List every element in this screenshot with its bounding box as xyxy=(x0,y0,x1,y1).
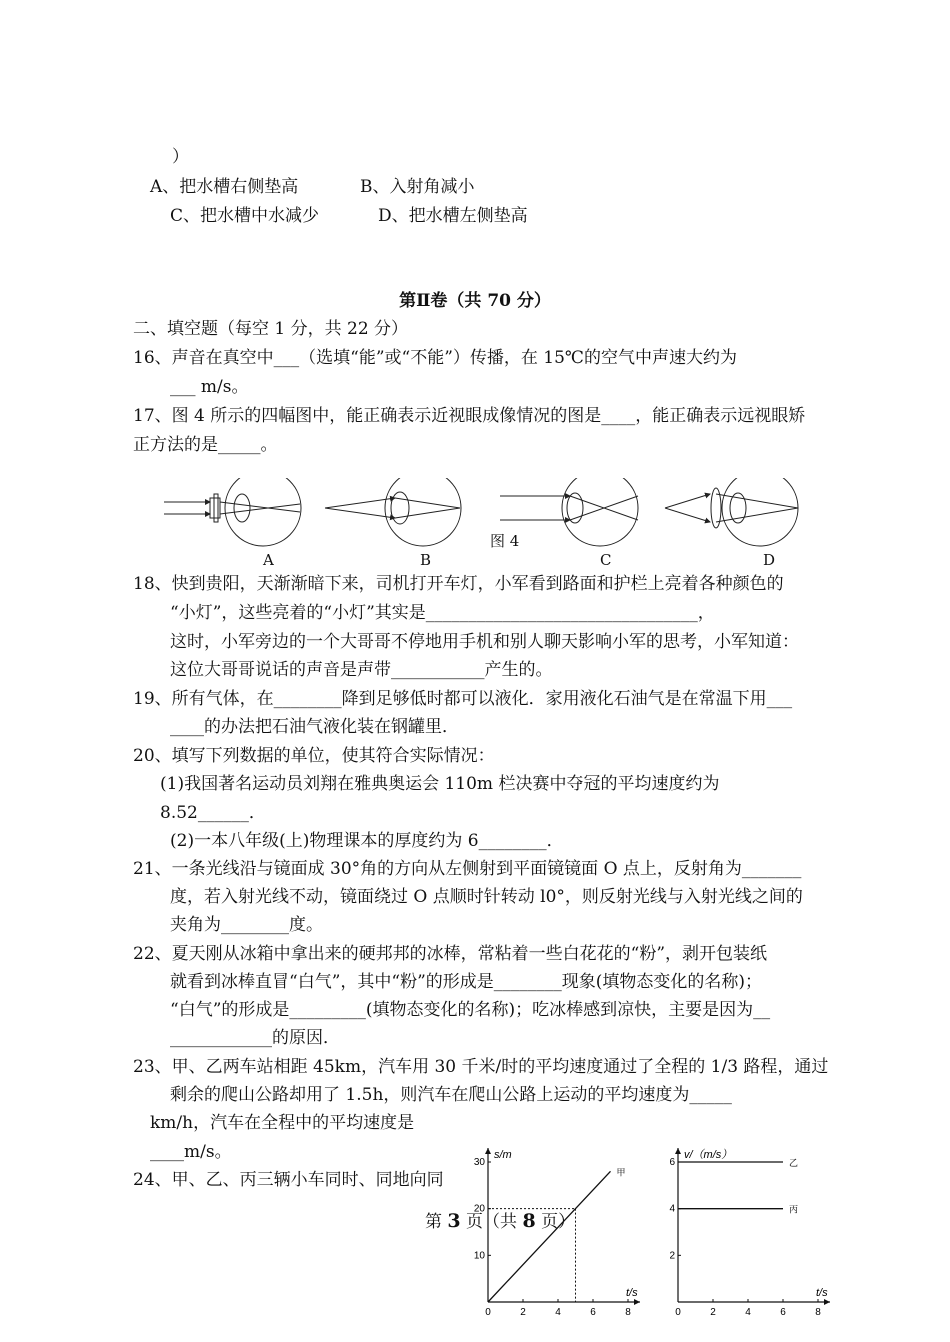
st-x-axis-label: t/s xyxy=(626,1287,638,1299)
q24-line1: 24、甲、乙、丙三辆小车同时、同地向同 xyxy=(133,1170,444,1190)
figure4-label-a: A xyxy=(263,551,274,569)
q23-line2: 剩余的爬山公路却用了 1.5h，则汽车在爬山公路上运动的平均速度为_____ xyxy=(170,1085,732,1105)
vt-x-axis-label: t/s xyxy=(816,1287,828,1299)
q17-line2: 正方法的是_____。 xyxy=(133,435,278,455)
q21-line2: 度，若入射光线不动，镜面绕过 O 点顺时针转动 l0°，则反射光线与入射光线之间的 xyxy=(170,887,803,907)
q20-line1: 20、填写下列数据的单位，使其符合实际情况： xyxy=(133,746,495,766)
eye-diagram-d xyxy=(665,478,798,546)
prev-question-tail: ） xyxy=(172,147,189,167)
st-y-tick-label: 20 xyxy=(473,1203,485,1215)
vt-x-arrow xyxy=(824,1299,830,1305)
footer-post: 页） xyxy=(535,1212,576,1232)
q18-line4: 这位大哥哥说话的声音是声带___________产生的。 xyxy=(170,660,553,680)
footer-total: 8 xyxy=(522,1210,536,1232)
vt-y-axis-label: v/（m/s） xyxy=(684,1149,733,1161)
vt-x-tick-label: 0 xyxy=(675,1307,681,1318)
footer-mid: 页（共 xyxy=(460,1212,523,1232)
q23-line1: 23、甲、乙两车站相距 45km，汽车用 30 千米/时的平均速度通过了全程的 1/3 路程，通过 xyxy=(133,1057,829,1077)
st-series-line xyxy=(488,1171,611,1302)
section-title: 第Ⅱ卷（共 70 分） xyxy=(399,291,551,311)
q22-line1: 22、夏天刚从冰箱中拿出来的硬邦邦的冰棒，常粘着一些白花花的“粉”，剥开包装纸 xyxy=(133,944,768,964)
footer-pre: 第 xyxy=(425,1212,448,1232)
q16-line2: ___ m/s。 xyxy=(170,377,249,397)
st-y-tick-label: 30 xyxy=(473,1157,485,1168)
st-y-tick-label: 10 xyxy=(473,1250,485,1262)
st-x-tick-label: 6 xyxy=(590,1307,596,1318)
q20-line2: (1)我国著名运动员刘翔在雅典奥运会 110m 栏决赛中夺冠的平均速度约为 xyxy=(160,774,720,794)
q22-line4: ____________的原因． xyxy=(170,1028,340,1048)
option-b: B、入射角减小 xyxy=(360,177,475,197)
figure4-label-c: C xyxy=(600,551,612,569)
q19-line1: 19、所有气体，在________降到足够低时都可以液化．家用液化石油气是在常温下用___ xyxy=(133,689,793,709)
eye-diagram-c xyxy=(500,478,638,546)
vt-y-tick-label: 4 xyxy=(669,1203,675,1215)
q18-line1: 18、快到贵阳，天渐渐暗下来，司机打开车灯，小军看到路面和护栏上亮着各种颜色的 xyxy=(133,574,784,594)
q20-line4: (2)一本八年级(上)物理课本的厚度约为 6________． xyxy=(170,831,564,851)
q23-line3: km/h，汽车在全程中的平均速度是 xyxy=(150,1113,415,1133)
eye-diagram-b xyxy=(325,478,461,546)
q21-line3: 夹角为________度。 xyxy=(170,915,323,935)
vt-y-tick-label: 2 xyxy=(669,1250,675,1262)
option-c: C、把水槽中水减少 xyxy=(170,206,320,226)
option-d: D、把水槽左侧垫高 xyxy=(378,206,528,226)
q17-line1: 17、图 4 所示的四幅图中，能正确表示近视眼成像情况的图是____，能正确表示远视眼矫 xyxy=(133,406,806,426)
option-a: A、把水槽右侧垫高 xyxy=(150,177,299,197)
v-t-graph xyxy=(660,1140,860,1320)
q18-line2: “小灯”，这些亮着的“小灯”其实是________________________________， xyxy=(170,603,715,623)
eye-diagram-a xyxy=(164,478,301,546)
section-heading: 二、填空题（每空 1 分，共 22 分） xyxy=(133,319,409,339)
q21-line1: 21、一条光线沿与镜面成 30°角的方向从左侧射到平面镜镜面 O 点上，反射角为_______ xyxy=(133,859,802,879)
figure4-label-d: D xyxy=(763,551,776,569)
vt-x-tick-label: 6 xyxy=(780,1307,786,1318)
figure4-eye-diagrams xyxy=(160,478,810,548)
s-t-graph xyxy=(470,1140,660,1320)
q16-line1: 16、声音在真空中___（选填“能”或“不能”）传播，在 15℃的空气中声速大约为 xyxy=(133,348,737,368)
vt-y-tick-label: 6 xyxy=(669,1157,675,1168)
footer-page: 3 xyxy=(447,1210,461,1232)
vt-x-tick-label: 4 xyxy=(745,1307,751,1318)
st-x-tick-label: 8 xyxy=(625,1307,631,1318)
st-x-arrow xyxy=(634,1299,640,1305)
q22-line2: 就看到冰棒直冒“白气”，其中“粉”的形成是________现象(填物态变化的名称)； xyxy=(170,972,763,992)
q23-line4: ____m/s。 xyxy=(150,1142,232,1162)
vt-series-label: 丙 xyxy=(789,1204,799,1215)
st-y-axis-label: s/m xyxy=(494,1149,512,1161)
st-x-tick-label: 4 xyxy=(555,1307,561,1318)
vt-x-tick-label: 8 xyxy=(815,1307,821,1318)
st-x-tick-label: 2 xyxy=(520,1307,526,1318)
q20-line3: 8.52______． xyxy=(160,803,266,823)
q22-line3: “白气”的形成是_________(填物态变化的名称)；吃冰棒感到凉快，主要是因为__ xyxy=(170,1000,771,1020)
st-x-tick-label: 0 xyxy=(485,1307,491,1318)
vt-y-arrow xyxy=(675,1148,681,1154)
vt-series-label: 乙 xyxy=(789,1158,799,1168)
figure4-label-b: B xyxy=(420,551,432,569)
figure4-caption: 图 4 xyxy=(490,532,520,550)
q18-line3: 这时，小军旁边的一个大哥哥不停地用手机和别人聊天影响小军的思考，小军知道： xyxy=(170,632,799,652)
st-series-label: 甲 xyxy=(616,1167,626,1178)
st-y-arrow xyxy=(485,1148,491,1154)
vt-x-tick-label: 2 xyxy=(710,1307,716,1318)
q19-line2: ____的办法把石油气液化装在钢罐里． xyxy=(170,717,459,737)
